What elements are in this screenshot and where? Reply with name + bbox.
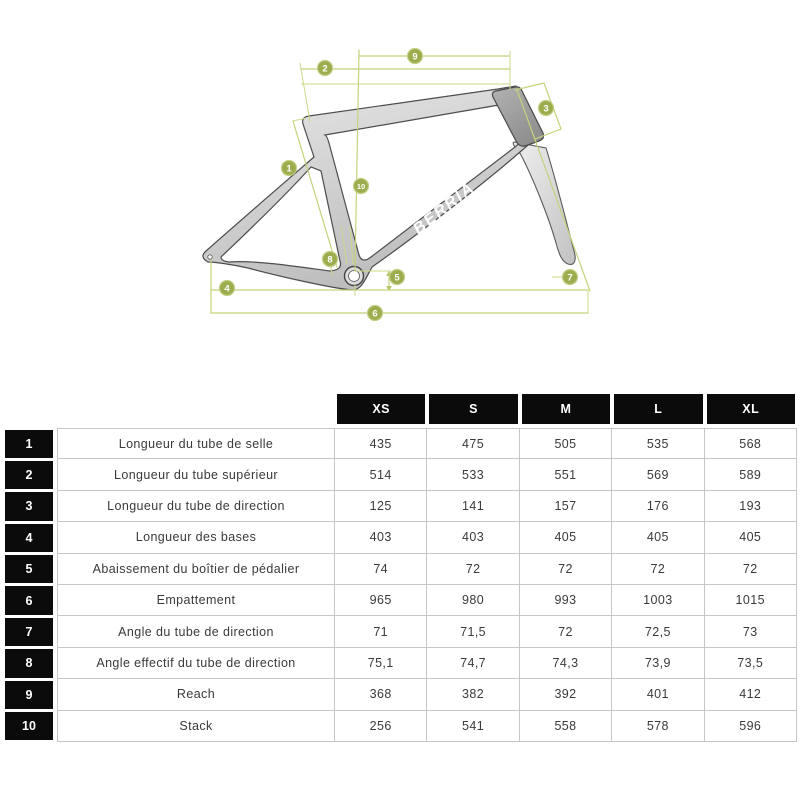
value-cell-s: 72 bbox=[427, 554, 519, 585]
row-label: Longueur du tube de selle bbox=[57, 428, 335, 459]
rear-dropout-hole bbox=[208, 255, 212, 259]
value-cell-s: 980 bbox=[427, 585, 519, 616]
row-label: Longueur du tube supérieur bbox=[57, 459, 335, 490]
value-cell-xs: 403 bbox=[335, 522, 427, 553]
svg-text:8: 8 bbox=[327, 254, 333, 266]
bike-frame-diagram bbox=[0, 0, 800, 385]
callout-8 bbox=[323, 252, 338, 267]
row-number: 6 bbox=[5, 586, 53, 614]
value-cell-s: 71,5 bbox=[427, 616, 519, 647]
value-cell-xs: 368 bbox=[335, 679, 427, 710]
value-cell-xl: 589 bbox=[705, 459, 797, 490]
geometry-table bbox=[5, 394, 797, 742]
svg-text:5: 5 bbox=[394, 272, 400, 284]
row-number: 7 bbox=[5, 618, 53, 646]
svg-text:6: 6 bbox=[372, 308, 378, 320]
callout-6 bbox=[368, 306, 383, 321]
callout-7 bbox=[563, 270, 578, 285]
value-cell-m: 74,3 bbox=[520, 648, 612, 679]
value-cell-xl: 1015 bbox=[705, 585, 797, 616]
row-label: Longueur des bases bbox=[57, 522, 335, 553]
row-label: Empattement bbox=[57, 585, 335, 616]
callout-10 bbox=[354, 179, 369, 194]
value-cell-m: 392 bbox=[520, 679, 612, 710]
size-header-l: L bbox=[614, 394, 702, 424]
value-cell-m: 157 bbox=[520, 491, 612, 522]
value-cell-l: 72,5 bbox=[612, 616, 704, 647]
row-label: Angle effectif du tube de direction bbox=[57, 648, 335, 679]
size-header-xl: XL bbox=[707, 394, 795, 424]
value-cell-m: 551 bbox=[520, 459, 612, 490]
value-cell-xs: 71 bbox=[335, 616, 427, 647]
value-cell-s: 403 bbox=[427, 522, 519, 553]
value-cell-l: 569 bbox=[612, 459, 704, 490]
row-number: 2 bbox=[5, 461, 53, 489]
row-label: Abaissement du boîtier de pédalier bbox=[57, 554, 335, 585]
value-cell-m: 405 bbox=[520, 522, 612, 553]
bottom-bracket-hole bbox=[349, 271, 360, 282]
callout-2 bbox=[318, 61, 333, 76]
value-cell-m: 558 bbox=[520, 711, 612, 742]
svg-text:7: 7 bbox=[567, 272, 573, 284]
svg-text:9: 9 bbox=[412, 51, 418, 63]
svg-text:1: 1 bbox=[286, 163, 292, 175]
callout-5 bbox=[390, 270, 405, 285]
value-cell-xs: 125 bbox=[335, 491, 427, 522]
svg-text:2: 2 bbox=[322, 63, 328, 75]
value-cell-xs: 256 bbox=[335, 711, 427, 742]
fork bbox=[513, 142, 575, 264]
value-cell-xl: 73 bbox=[705, 616, 797, 647]
value-cell-m: 993 bbox=[520, 585, 612, 616]
row-label: Longueur du tube de direction bbox=[57, 491, 335, 522]
value-cell-l: 401 bbox=[612, 679, 704, 710]
row-number: 4 bbox=[5, 524, 53, 552]
value-cell-xl: 568 bbox=[705, 428, 797, 459]
callout-3 bbox=[539, 101, 554, 116]
row-number: 5 bbox=[5, 555, 53, 583]
value-cell-s: 74,7 bbox=[427, 648, 519, 679]
value-cell-s: 141 bbox=[427, 491, 519, 522]
value-cell-xl: 193 bbox=[705, 491, 797, 522]
svg-text:10: 10 bbox=[356, 182, 366, 191]
value-cell-s: 541 bbox=[427, 711, 519, 742]
value-cell-l: 405 bbox=[612, 522, 704, 553]
value-cell-xl: 596 bbox=[705, 711, 797, 742]
value-cell-s: 382 bbox=[427, 679, 519, 710]
row-number: 10 bbox=[5, 712, 53, 740]
svg-text:3: 3 bbox=[543, 103, 549, 115]
size-header-xs: XS bbox=[337, 394, 425, 424]
size-header-s: S bbox=[429, 394, 517, 424]
callout-1 bbox=[282, 161, 297, 176]
row-label: Stack bbox=[57, 711, 335, 742]
row-number: 8 bbox=[5, 649, 53, 677]
row-number: 1 bbox=[5, 430, 53, 458]
value-cell-l: 73,9 bbox=[612, 648, 704, 679]
frame-silhouette bbox=[203, 86, 543, 290]
size-header-m: M bbox=[522, 394, 610, 424]
value-cell-s: 475 bbox=[427, 428, 519, 459]
value-cell-xs: 75,1 bbox=[335, 648, 427, 679]
value-cell-xs: 74 bbox=[335, 554, 427, 585]
value-cell-xs: 514 bbox=[335, 459, 427, 490]
callout-4 bbox=[220, 281, 235, 296]
callout-9 bbox=[408, 49, 423, 64]
value-cell-l: 176 bbox=[612, 491, 704, 522]
value-cell-xl: 412 bbox=[705, 679, 797, 710]
value-cell-xl: 72 bbox=[705, 554, 797, 585]
brand-logo-text: BERRIA bbox=[410, 178, 479, 238]
value-cell-m: 72 bbox=[520, 554, 612, 585]
value-cell-xl: 73,5 bbox=[705, 648, 797, 679]
value-cell-l: 72 bbox=[612, 554, 704, 585]
row-label: Reach bbox=[57, 679, 335, 710]
value-cell-l: 1003 bbox=[612, 585, 704, 616]
row-number: 3 bbox=[5, 492, 53, 520]
row-number: 9 bbox=[5, 681, 53, 709]
value-cell-l: 578 bbox=[612, 711, 704, 742]
value-cell-xs: 965 bbox=[335, 585, 427, 616]
value-cell-xs: 435 bbox=[335, 428, 427, 459]
value-cell-s: 533 bbox=[427, 459, 519, 490]
table-corner-spacer bbox=[5, 394, 335, 428]
head-tube bbox=[492, 87, 543, 146]
value-cell-m: 505 bbox=[520, 428, 612, 459]
row-label: Angle du tube de direction bbox=[57, 616, 335, 647]
value-cell-xl: 405 bbox=[705, 522, 797, 553]
value-cell-m: 72 bbox=[520, 616, 612, 647]
svg-text:4: 4 bbox=[224, 283, 230, 295]
value-cell-l: 535 bbox=[612, 428, 704, 459]
